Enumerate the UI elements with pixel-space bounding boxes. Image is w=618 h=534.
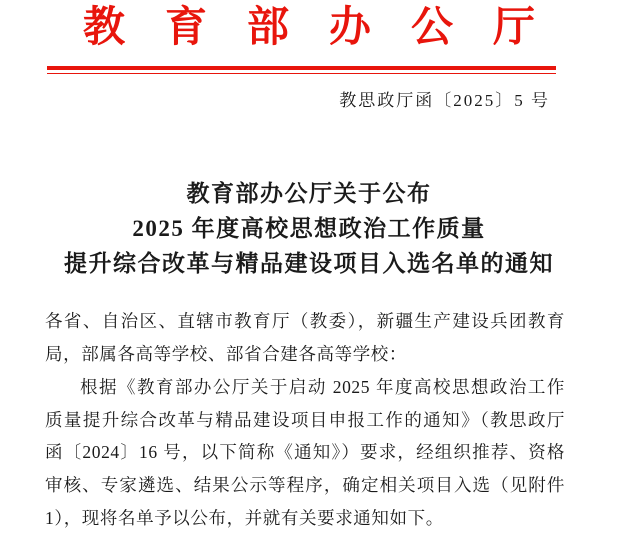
body-line-3: 根据《教育部办公厅关于启动 2025 年度高校思想政治工作 [80,376,565,397]
notice-body [45,305,565,534]
notice-title [0,176,618,281]
body-line-2: 局，部属各高等学校、部省合建各高等学校： [45,343,407,364]
divider-thin-rule [47,73,556,75]
letterhead-org-title: 教育部办公厅 [82,5,575,51]
notice-title-line-1: 教育部办公厅关于公布 [186,181,432,206]
body-line-5: 函〔2024〕16 号，以下简称《通知》）要求，经组织推荐、资格 [45,442,565,463]
body-line-1: 各省、自治区、直辖市教育厅（教委），新疆生产建设兵团教育 [45,311,565,331]
body-line-6: 审核、专家遴选、结果公示等程序，确定相关项目入选（见附件 [45,475,565,496]
document-number: 教思政厅函〔2025〕5 号 [339,91,550,110]
notice-title-line-3: 提升综合改革与精品建设项目入选名单的通知 [64,251,554,276]
divider-thick-rule [47,66,556,70]
letterhead-divider [47,66,556,74]
notice-title-line-2: 2025 年度高校思想政治工作质量 [132,216,486,241]
body-line-4: 质量提升综合改革与精品建设项目申报工作的通知》（教思政厅 [45,409,565,430]
body-line-7: 1），现将名单予以公布，并就有关要求通知如下。 [45,508,444,529]
